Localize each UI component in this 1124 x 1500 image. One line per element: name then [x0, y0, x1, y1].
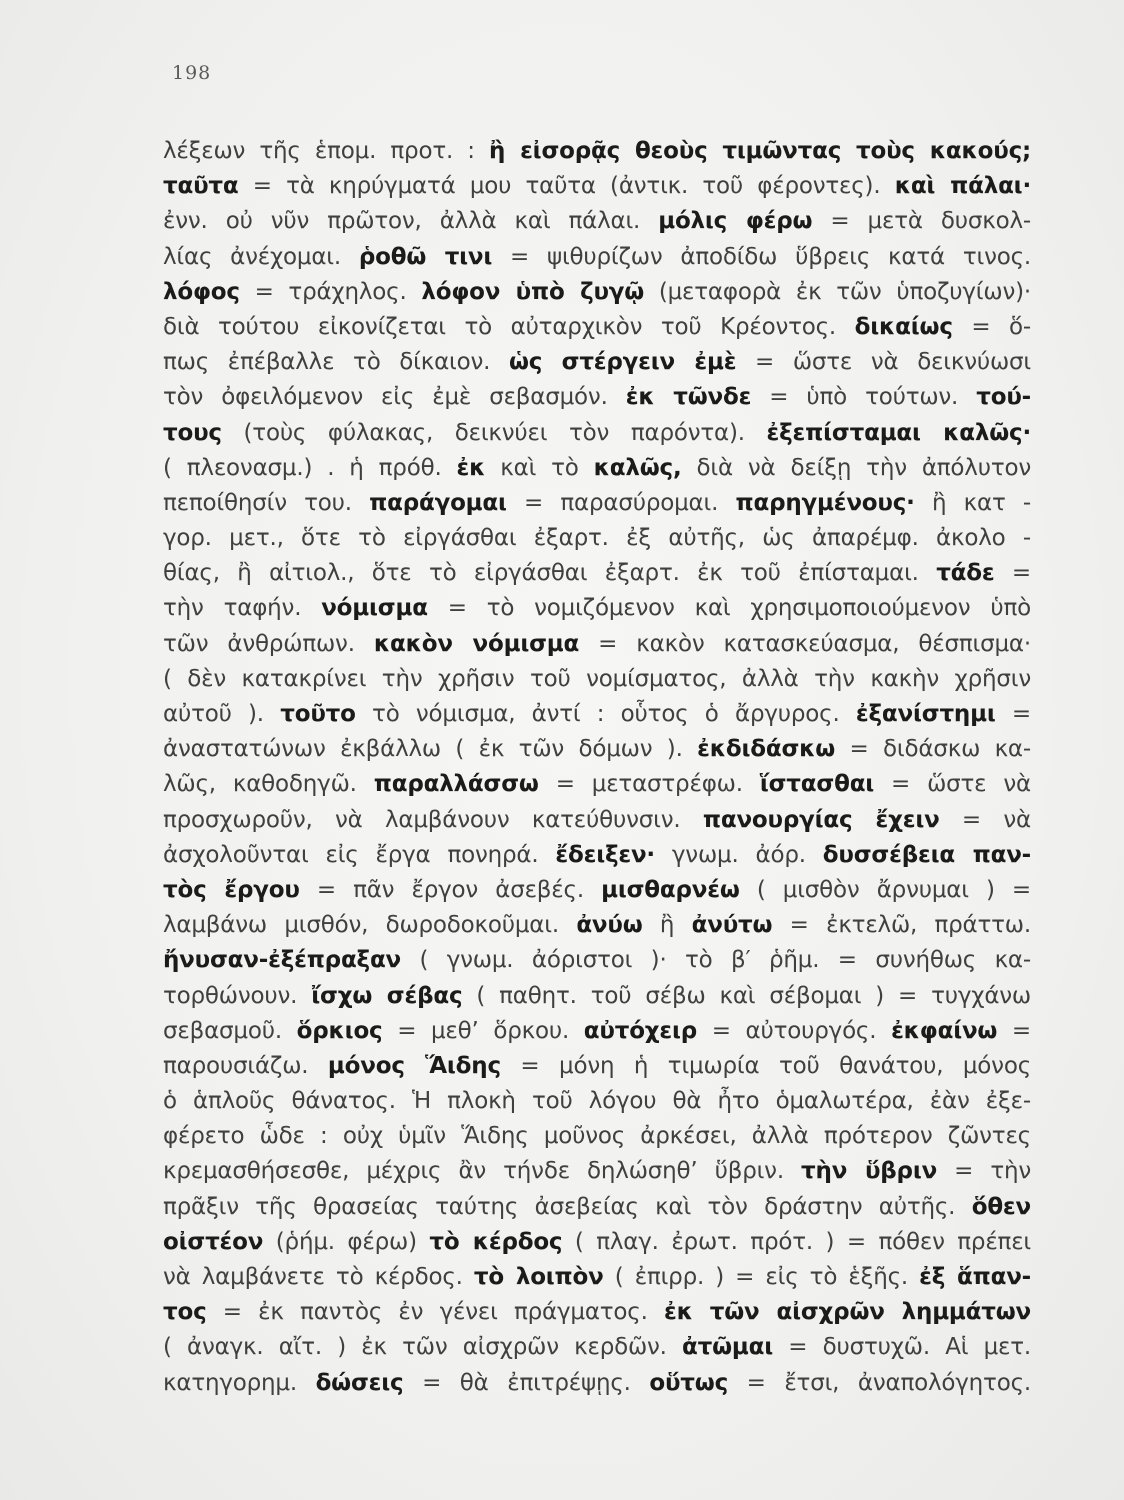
gloss-text: ( παθητ. τοῦ σέβω καὶ σέβομαι ) = τυγχάνω [462, 982, 1031, 1009]
gloss-text: = ὑπὸ τούτων. [751, 384, 977, 411]
text-line-content [163, 1049, 1031, 1084]
gloss-text: λαμβάνω μισθόν, δωροδοκοῦμαι. [163, 912, 577, 939]
text-line [163, 767, 1031, 802]
gloss-text: λῶς, καθοδηγῶ. [163, 771, 374, 798]
text-line [163, 1084, 1031, 1119]
headword: ὅθεν [971, 1193, 1031, 1220]
gloss-text: = πᾶν ἔργον ἀσεβές. [299, 876, 602, 903]
text-line-content [163, 310, 1031, 345]
gloss-text: τὸν ὀφειλόμενον εἰς ἐμὲ σεβασμόν. [163, 384, 626, 411]
gloss-text: = ψιθυρίζων ἀποδίδω ὕβρεις κατά τινος. [492, 243, 1031, 270]
text-line-content [163, 943, 1031, 978]
gloss-text: = μεταστρέφω. [538, 771, 760, 798]
gloss-text: (τοὺς φύλακας, δεικνύει τὸν παρόντα). [221, 419, 767, 446]
gloss-text: = τράχηλος. [239, 278, 422, 305]
gloss-text: ( ἀναγκ. αἴτ. ) ἐκ τῶν αἰσχρῶν κερδῶν. [163, 1334, 683, 1361]
text-line-content [163, 451, 1031, 486]
text-line-content [163, 1260, 1031, 1295]
gloss-text: = ὥστε νὰ δεικνύωσι [736, 349, 1031, 376]
text-line-content [163, 275, 1031, 310]
text-line [163, 451, 1031, 486]
gloss-text: ἀσχολοῦνται εἰς ἔργα πονηρά. [163, 841, 556, 868]
text-line [163, 627, 1031, 662]
gloss-text: ( ἐπιρρ. ) = εἰς τὸ ἑξῆς. [603, 1264, 920, 1290]
gloss-text: νὰ λαμβάνετε τὸ κέρδος. [163, 1264, 474, 1290]
text-line-content [163, 1330, 1031, 1365]
headword: τού- [976, 384, 1031, 411]
gloss-text: αὐτοῦ ). [163, 701, 281, 727]
headword: παραλλάσσω [373, 771, 539, 798]
text-line [163, 1330, 1031, 1365]
text-line [163, 275, 1031, 310]
gloss-text: = ἐκτελῶ, πράττω. [772, 912, 1031, 939]
headword: ἔδειξεν· [555, 841, 655, 868]
headword: ἵστασθαι [759, 771, 875, 798]
headword: παράγομαι [369, 489, 507, 516]
text-line [163, 1295, 1031, 1330]
headword: καὶ πάλαι· [894, 173, 1031, 200]
headword: μόλις φέρω [658, 208, 813, 235]
text-line [163, 873, 1031, 908]
gloss-text: = αὐτουργός. [697, 1017, 892, 1044]
gloss-text: = κακὸν κατασκεύασμα, θέσπισμα· [579, 630, 1031, 657]
text-line [163, 591, 1031, 626]
text-line [163, 908, 1031, 943]
gloss-text: = ἐκ παντὸς ἐν γένει πράγματος. [206, 1299, 665, 1326]
text-line-content [163, 697, 1031, 732]
gloss-text: = [994, 560, 1031, 587]
text-line-content [163, 1154, 1031, 1189]
gloss-text: προσχωροῦν, νὰ λαμβάνουν κατεύθυνσιν. [163, 806, 703, 833]
gloss-text: διὰ νὰ δείξῃ τὴν ἀπόλυτον [681, 454, 1031, 481]
gloss-text: = τὴν [937, 1158, 1031, 1185]
gloss-text: = δυστυχῶ. Αἱ μετ. [773, 1334, 1031, 1361]
gloss-text: = μετὰ δυσκολ- [812, 208, 1031, 235]
text-line [163, 556, 1031, 591]
text-line-content [163, 1119, 1031, 1154]
text-line [163, 662, 1031, 697]
headword: μισθαρνέω [601, 876, 740, 903]
text-line [163, 732, 1031, 767]
text-line [163, 310, 1031, 345]
gloss-text: γνωμ. ἀόρ. [654, 841, 823, 868]
gloss-text: πεποίθησίν του. [163, 489, 370, 516]
text-line-content [163, 979, 1031, 1014]
text-line [163, 979, 1031, 1014]
headword: τάδε [936, 560, 995, 587]
text-line-content [163, 1225, 1031, 1260]
text-line [163, 240, 1031, 275]
text-line [163, 838, 1031, 873]
text-line [163, 1119, 1031, 1154]
headword: καλῶς, [593, 454, 682, 481]
text-line-content [163, 627, 1031, 662]
headword: αὐτόχειρ [583, 1017, 698, 1044]
headword: δικαίως [854, 313, 953, 340]
text-line [163, 169, 1031, 204]
headword: τὸ λοιπὸν [473, 1264, 604, 1290]
gloss-text: τῶν ἀνθρώπων. [163, 630, 374, 657]
gloss-text: φέρετο ὧδε : οὐχ ὑμῖν Ἅιδης μοῦνος ἀρκέσει, ἀλλὰ πρότερον ζῶντες [163, 1123, 1031, 1150]
text-line [163, 697, 1031, 732]
headword: ἐκδιδάσκω [697, 736, 836, 763]
text-line-content [163, 1366, 1031, 1401]
gloss-text: = μεθ’ ὅρκου. [382, 1017, 584, 1044]
text-line-content [163, 873, 1031, 908]
text-line-content [163, 838, 1031, 873]
gloss-text: πρᾶξιν τῆς θρασείας ταύτης ἀσεβείας καὶ τὸν δράστην αὐτῆς. [163, 1193, 972, 1220]
text-line-content [163, 908, 1031, 943]
gloss-text: ( μισθὸν ἄρνυμαι ) = [739, 876, 1031, 903]
headword: ἢ εἰσορᾷς θεοὺς τιμῶντας τοὺς κακούς; [489, 138, 1031, 164]
page-number: 198 [172, 62, 212, 84]
text-line-content [163, 134, 1031, 169]
gloss-text: καὶ τὸ [485, 454, 594, 481]
gloss-text: = διδάσκω κα- [835, 736, 1031, 763]
headword: ἐκφαίνω [891, 1017, 998, 1044]
text-line-content [163, 591, 1031, 626]
gloss-text: ( γνωμ. ἀόριστοι )· τὸ β′ ῥῆμ. = συνήθως κα- [401, 947, 1031, 974]
headword: ταῦτα [163, 173, 239, 200]
text-line [163, 1366, 1031, 1401]
gloss-text: κρεμασθήσεσθε, μέχρις ἂν τήνδε δηλώσηθ’ ὕβριν. [163, 1158, 802, 1185]
gloss-text: διὰ τούτου εἰκονίζεται τὸ αὐταρχικὸν τοῦ Κρέοντος. [163, 313, 855, 340]
text-line-content [163, 380, 1031, 415]
text-line [163, 943, 1031, 978]
headword: ἐξεπίσταμαι καλῶς· [766, 419, 1031, 446]
headword: ἐκ [456, 454, 486, 481]
text-line [163, 1154, 1031, 1189]
gloss-text: = [995, 701, 1031, 727]
headword: ἐξανίστημι [855, 701, 996, 727]
text-line-content [163, 662, 1031, 697]
gloss-text: = νὰ [939, 806, 1031, 833]
text-line-content [163, 803, 1031, 838]
gloss-text: = ὥστε νὰ [874, 771, 1031, 798]
text-line [163, 521, 1031, 556]
text-line-content [163, 486, 1031, 521]
text-line [163, 345, 1031, 380]
headword: δυσσέβεια παν- [822, 841, 1031, 868]
gloss-text: παρουσιάζω. [163, 1052, 328, 1079]
headword: ἐκ τῶν αἰσχρῶν λημμάτων [664, 1299, 1031, 1326]
text-line [163, 1260, 1031, 1295]
gloss-text: = θὰ ἐπιτρέψῃς. [403, 1369, 650, 1396]
gloss-text: λέξεων τῆς ἑπομ. προτ. : [163, 138, 490, 164]
gloss-text: θίας, ἢ αἰτιολ., ὅτε τὸ εἰργάσθαι ἐξαρτ. ἐκ τοῦ ἐπίσταμαι. [163, 560, 937, 587]
headword: ἀνύω [576, 912, 643, 939]
headword: ἴσχω σέβας [311, 982, 463, 1009]
gloss-text: = [997, 1017, 1031, 1044]
text-line-content [163, 1014, 1031, 1049]
gloss-text: = παρασύρομαι. [506, 489, 736, 516]
gloss-text: σεβασμοῦ. [163, 1017, 297, 1044]
headword: ἤνυσαν-ἐξέπραξαν [163, 947, 402, 974]
gloss-text: ( πλαγ. ἐρωτ. πρότ. ) = πόθεν πρέπει [562, 1228, 1031, 1255]
headword: τὸ κέρδος [429, 1228, 563, 1255]
text-line [163, 1014, 1031, 1049]
headword: τὸς ἔργου [163, 876, 300, 903]
text-line [163, 803, 1031, 838]
text-line [163, 416, 1031, 451]
gloss-text: τορθώνουν. [163, 982, 312, 1009]
headword: οἰστέον [163, 1228, 264, 1255]
text-line-content [163, 521, 1031, 556]
gloss-text: = ὅ- [952, 313, 1031, 340]
gloss-text: = ἔτσι, ἀναπολόγητος. [728, 1369, 1031, 1396]
headword: νόμισμα [321, 595, 428, 622]
headword: οὕτως [649, 1369, 729, 1396]
commentary-text-body [163, 134, 1031, 1401]
headword: κακὸν νόμισμα [373, 630, 580, 657]
headword: τους [163, 419, 222, 446]
headword: πανουργίας ἔχειν [702, 806, 940, 833]
gloss-text: = τὸ νομιζόμενον καὶ χρησιμοποιούμενον ὑπὸ [427, 595, 1031, 622]
text-line-content [163, 767, 1031, 802]
text-line-content [163, 169, 1031, 204]
gloss-text: κατηγορημ. [163, 1369, 316, 1396]
gloss-text: τὸ νόμισμα, ἀντί : οὗτος ὁ ἄργυρος. [355, 701, 856, 727]
gloss-text: (μεταφορὰ ἐκ τῶν ὑποζυγίων)· [644, 278, 1031, 305]
headword: ὅρκιος [296, 1017, 383, 1044]
gloss-text: = τὰ κηρύγματά μου ταῦτα (ἀντικ. τοῦ φέροντες). [238, 173, 895, 200]
gloss-text: τὴν ταφήν. [163, 595, 322, 622]
gloss-text: = μόνη ἡ τιμωρία τοῦ θανάτου, μόνος [500, 1052, 1031, 1079]
gloss-text: γορ. μετ., ὅτε τὸ εἰργάσθαι ἐξαρτ. ἐξ αὐτῆς, ὡς ἀπαρέμφ. ἀκολο - [163, 525, 1031, 552]
headword: τοῦτο [280, 701, 356, 727]
gloss-text: λίας ἀνέχομαι. [163, 243, 359, 270]
text-line-content [163, 732, 1031, 767]
headword: ὡς στέργειν ἐμὲ [508, 349, 737, 376]
headword: δώσεις [315, 1369, 404, 1396]
headword: ἐξ ἅπαν- [919, 1264, 1031, 1290]
gloss-text: (ῥήμ. φέρω) [263, 1228, 430, 1255]
headword: λόφος [163, 278, 240, 305]
text-line-content [163, 204, 1031, 239]
gloss-text: πως ἐπέβαλλε τὸ δίκαιον. [163, 349, 509, 376]
headword: ἀτῶμαι [682, 1334, 774, 1361]
headword: ῥοθῶ τινι [358, 243, 493, 270]
text-line-content [163, 1084, 1031, 1119]
text-line-content [163, 1295, 1031, 1330]
text-line [163, 204, 1031, 239]
headword: ἀνύτω [691, 912, 773, 939]
gloss-text: ἐνν. οὐ νῦν πρῶτον, ἀλλὰ καὶ πάλαι. [163, 208, 659, 235]
gloss-text: ( δὲν κατακρίνει τὴν χρῆσιν τοῦ νομίσματος, ἀλλὰ τὴν κακὴν χρῆσιν [163, 665, 1031, 692]
text-line [163, 1225, 1031, 1260]
text-line [163, 1049, 1031, 1084]
gloss-text: ( πλεονασμ.) . ἡ πρόθ. [163, 454, 457, 481]
text-line-content [163, 416, 1031, 451]
headword: ἐκ τῶνδε [625, 384, 752, 411]
text-line [163, 1190, 1031, 1225]
headword: τὴν ὕβριν [801, 1158, 938, 1185]
text-line-content [163, 1190, 1031, 1225]
text-line [163, 486, 1031, 521]
gloss-text: ὁ ἁπλοῦς θάνατος. Ἡ πλοκὴ τοῦ λόγου θὰ ἦτο ὁμαλωτέρα, ἐὰν ἐξε- [163, 1088, 1031, 1115]
gloss-text: ἢ [642, 912, 692, 939]
text-line-content [163, 556, 1031, 591]
text-line-content [163, 240, 1031, 275]
headword: μόνος Ἅιδης [327, 1052, 501, 1079]
text-line [163, 134, 1031, 169]
headword: τος [163, 1299, 207, 1326]
text-line [163, 380, 1031, 415]
gloss-text: ἢ κατ - [914, 489, 1031, 516]
headword: λόφον ὑπὸ ζυγῷ [421, 278, 645, 305]
text-line-content [163, 345, 1031, 380]
headword: παρηγμένους· [735, 489, 915, 516]
gloss-text: ἀναστατώνων ἐκβάλλω ( ἐκ τῶν δόμων ). [163, 736, 698, 763]
